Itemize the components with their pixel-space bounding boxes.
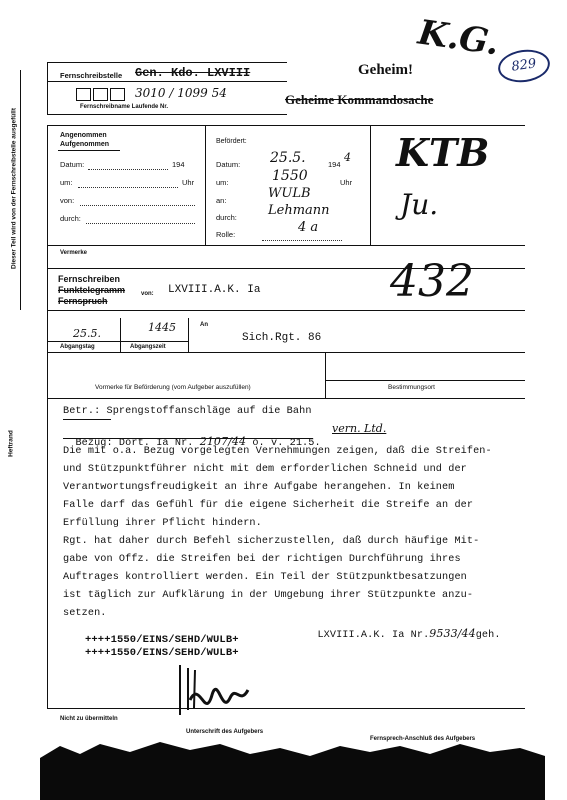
teletype-line-2: ++++1550/EINS/SEHD/WULB+ — [85, 647, 239, 659]
name-box-1 — [76, 88, 91, 101]
vermerke-label: Vermerke — [60, 250, 88, 256]
forwarded-um-label: um: — [216, 178, 229, 187]
received-durch-label: durch: — [60, 214, 81, 223]
message-line-4: Falle darf das Gefühl für die eigene Sicherheit die Streife an der — [63, 500, 474, 511]
torn-edge — [0, 738, 567, 800]
message-line-9: ist täglich zur Aufklärung in der Umgebung ihrer Stützpunkte anzu- — [63, 590, 474, 601]
dispatch-recipient: Sich.Rgt. 86 — [242, 332, 322, 344]
forwarded-an-label: an: — [216, 196, 227, 205]
type-von-label: von: — [141, 291, 154, 297]
message-line-3: Verantwortungsfreudigkeit an ihre Aufgabe herangehen. In keinem — [63, 482, 455, 493]
dispatch-vormerke: Vormerke für Beförderung (vom Aufgeber auszufüllen) — [95, 384, 251, 391]
side-caption — [6, 70, 16, 310]
forwarded-uhr: Uhr — [340, 178, 353, 187]
ref-prefix: LXVIII.A.K. Ia Nr. — [317, 630, 430, 641]
bezug-prefix: Bezug: Dort. Ia Nr. — [75, 438, 200, 449]
footer-unterschrift: Unterschrift des Aufgebers — [186, 729, 264, 735]
bezug-note: vern. Ltd. — [332, 422, 387, 435]
forwarded-date-value: 25.5. — [270, 150, 306, 166]
station-label: Fernschreibstelle — [60, 71, 123, 80]
received-title2: Aufgenommen — [60, 141, 109, 148]
name-label: Fernschreibname Laufende Nr. — [80, 104, 169, 110]
dispatch-bestimmungsort: Bestimmungsort — [388, 384, 435, 391]
type-fernspruch: Fernspruch — [58, 296, 108, 306]
message-line-7: gabe von Offz. die Streifen bei der richtigen Durchführung ihres — [63, 554, 461, 565]
received-uhr: Uhr — [182, 178, 195, 187]
ref-hand: 9533/44 — [429, 627, 476, 640]
forwarded-year-digit: 4 — [344, 151, 351, 164]
top-annotation: K.G. — [415, 12, 502, 64]
type-funktelegramm: Funktelegramm — [58, 285, 126, 295]
bezug-hand: 2107/44 — [199, 435, 247, 448]
message-betr: Betr.: Sprengstoffanschläge auf die Bahn — [63, 406, 312, 417]
dispatch-tag-label: Abgangstag — [60, 344, 95, 350]
big-number: 432 — [390, 256, 474, 307]
ref-suffix: geh. — [475, 630, 501, 641]
footer-nicht: Nicht zu übermitteln — [60, 716, 118, 722]
forwarded-an-value: WULB — [268, 186, 311, 201]
signature-mark — [150, 660, 270, 740]
dispatch-zeit-value: 1445 — [148, 321, 176, 334]
dispatch-zeit-label: Abgangszeit — [130, 344, 166, 350]
received-datum-label: Datum: — [60, 160, 85, 169]
message-line-2: und Stützpunktführer nicht mit dem erforderlichen Schneid und der — [63, 464, 467, 475]
message-line-8: Auftrages kontrolliert werden. Ein Teil der Stützpunktbesatzungen — [63, 572, 467, 583]
name-value: 3010 / 1099 54 — [135, 86, 227, 100]
classification-struck: Geheime Kommandosache — [285, 92, 434, 107]
heftrand-label — [8, 419, 15, 469]
message-line-10: setzen. — [63, 608, 107, 619]
teletype-line-1: ++++1550/EINS/SEHD/WULB+ — [85, 634, 239, 646]
station-value: Gen. Kdo. LXVIII — [135, 66, 251, 80]
name-box-3 — [110, 88, 125, 101]
received-year: 194 — [172, 160, 185, 169]
forwarded-rolle-label: Rolle: — [216, 230, 236, 239]
name-box-2 — [93, 88, 108, 101]
type-fernschreiben: Fernschreiben — [58, 274, 121, 284]
dispatch-tag-value: 25.5. — [73, 327, 101, 340]
forwarded-year: 194 — [328, 160, 341, 169]
geheim-label: Geheim! — [358, 62, 413, 78]
stamp-ktb: KTB — [396, 130, 490, 175]
type-sender: LXVIII.A.K. Ia — [168, 284, 261, 296]
forwarded-datum-label: Datum: — [216, 160, 241, 169]
side-caption-text: Dieser Teil wird von der Fernschreibstelle ausgefüllt — [10, 108, 18, 269]
message-line-5: Erfüllung ihrer Pflicht hindern. — [63, 518, 262, 529]
received-von-label: von: — [60, 196, 75, 205]
forwarded-time-value: 1550 — [272, 168, 308, 184]
heftrand-text: Heftrand — [7, 430, 15, 457]
forwarded-durch-value: Lehmann — [268, 203, 330, 218]
bezug-suffix: o. v. 21.5. — [246, 438, 321, 449]
message-line-1: Die mit o.a. Bezug vorgelegten Vernehmungen zeigen, daß die Streifen- — [63, 446, 492, 457]
circled-number — [496, 47, 552, 86]
dispatch-an-label: An — [200, 322, 208, 328]
forwarded-title: Befördert: — [216, 138, 247, 145]
stamp-initial: Ju. — [400, 188, 439, 221]
message-line-6: Rgt. hat daher durch Befehl sicherzustellen, daß durch häufige Mit- — [63, 536, 480, 547]
footer-fernsprech: Fernsprech-Anschluß des Aufgebers — [370, 736, 476, 742]
received-um-label: um: — [60, 178, 73, 187]
forwarded-rolle-value: 4 a — [298, 220, 319, 235]
message-ref — [305, 616, 501, 641]
forwarded-durch-label: durch: — [216, 213, 237, 222]
circled-number-text: 829 — [510, 56, 538, 75]
received-title: Angenommen — [60, 132, 107, 139]
